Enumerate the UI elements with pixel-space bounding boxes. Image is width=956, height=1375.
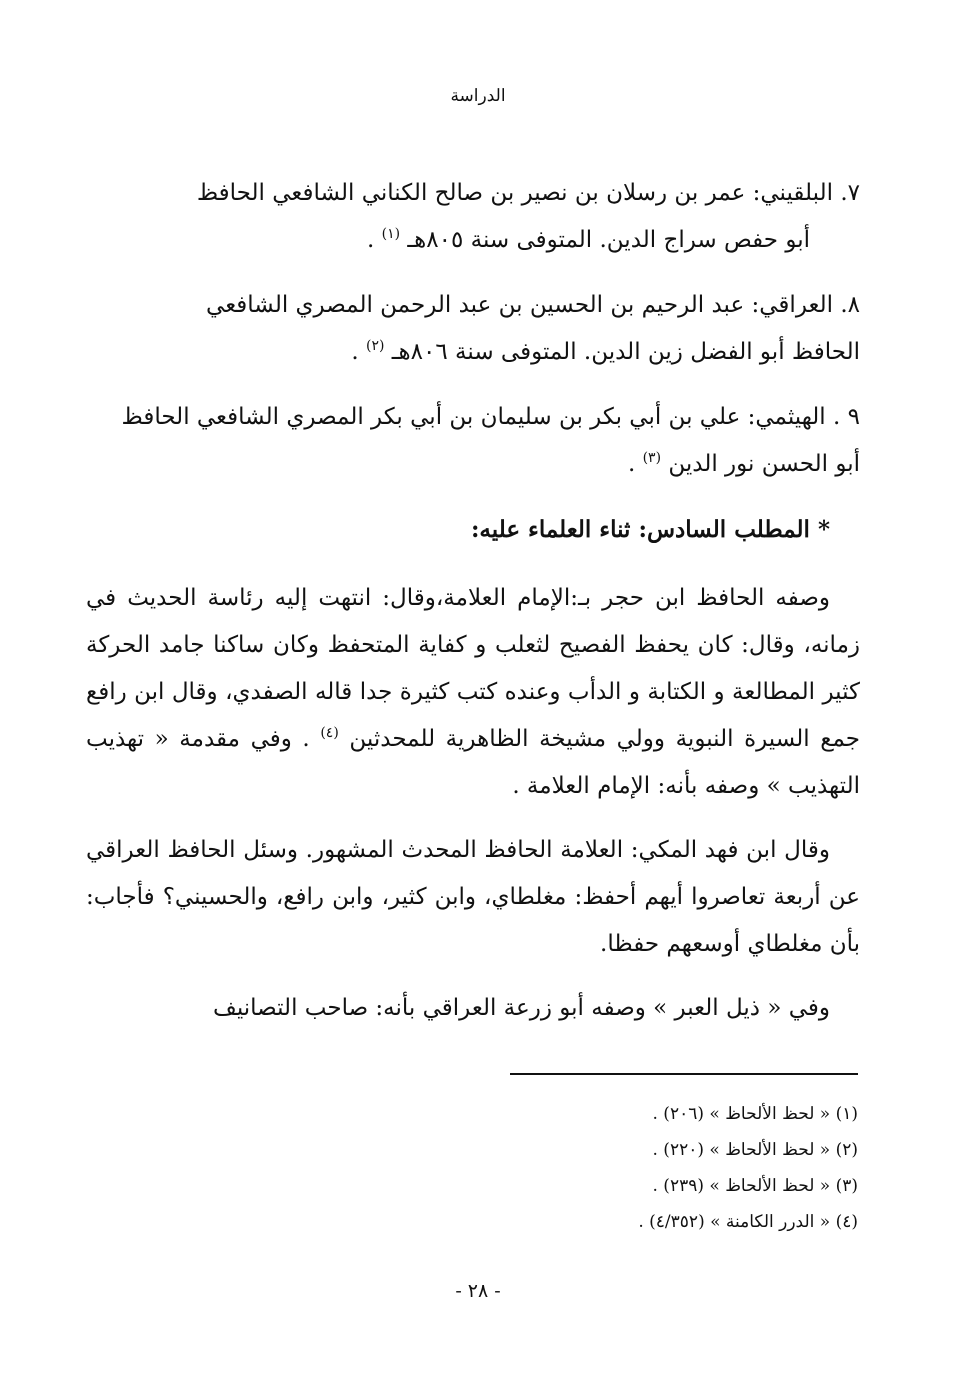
paragraph-1 [86,575,860,810]
paragraph-3: وفي « ذيل العبر » وصفه أبو زرعة العراقي بأنه: صاحب التصانيف [213,995,830,1021]
footnote: (٢) « لحظ الألحاظ » (٢٢٠) . [652,1140,858,1160]
main-text [86,170,860,1049]
list-item-first-line [86,394,860,441]
list-item-9 [86,394,860,488]
list-item-text: العراقي: عبد الرحيم بن الحسين بن عبد الرحمن المصري الشافعي [206,292,834,318]
footnote-ref[interactable]: (١) [381,226,401,242]
footnote: (٤) « الدرر الكامنة » (٤/٣٥٢) . [638,1212,858,1232]
list-item-number: ٩ . [833,404,860,430]
list-item-end: . [351,339,367,365]
page-number: - ٢٨ - [455,1280,501,1302]
list-item-continuation [86,441,860,488]
section-heading: * المطلب السادس: ثناء العلماء عليه: [470,516,830,543]
footnotes [86,1096,858,1240]
list-item-text: أبو الحسن نور الدين [668,451,860,477]
list-item-end: . [366,227,382,253]
list-item-first-line [86,170,860,217]
footnote-ref[interactable]: (٤) [320,725,339,741]
list-item-text: الهيثمي: علي بن أبي بكر بن سليمان بن أبي بكر المصري الشافعي الحافظ [121,404,826,430]
list-item-text: البلقيني: عمر بن رسلان بن نصير بن صالح الكناني الشافعي الحافظ [196,180,834,206]
list-item-continuation [86,329,860,376]
list-item-number: ٧. [840,180,860,206]
footnote-ref[interactable]: (٣) [642,450,662,466]
list-item-7 [86,170,860,264]
list-item-number: ٨. [840,292,860,318]
paragraph-text: وصفه الحافظ ابن حجر بـ:الإمام العلامة،وقال: انتهت إليه رئاسة الحديث في زمانه، وقال: كان يحفظ الفصيح لثعلب و كفاية المتحفظ وكان ساكنا جامد الحركة كثير المطالعة و الكتابة و الدأب وعنده كتب كثيرة جدا قاله الصفدي، وقال ابن رافع جمع السيرة النبوية وولي مشيخة الظاهرية للمحدثين [86,585,861,752]
list-item-continuation [86,217,860,264]
list-item-text: الحافظ أبو الفضل زين الدين. المتوفى سنة ٨٠٦هـ [391,339,860,365]
list-item-first-line [86,282,860,329]
footnote-ref[interactable]: (٢) [366,338,385,354]
paragraph-text: . وفي مقدمة « تهذيب التهذيب » وصفه بأنه: الإمام العلامة . [86,726,860,799]
list-item-8 [86,282,860,376]
running-header: الدراسة [450,86,506,106]
footnote-divider [510,1073,858,1075]
list-item-end: . [627,451,643,477]
list-item-text: أبو حفص سراج الدين. المتوفى سنة ٨٠٥هـ [407,227,810,253]
footnote: (١) « لحظ الألحاظ » (٢٠٦) . [652,1104,858,1124]
paragraph-2: وقال ابن فهد المكي: العلامة الحافظ المحدث المشهور. وسئل الحافظ العراقي عن أربعة تعاصروا أيهم أحفظ: مغلطاي، وابن كثير، وابن رافع، والحسيني؟ فأجاب: بأن مغلطاي أوسعهم حفظا. [86,837,860,957]
footnote: (٣) « لحظ الألحاظ » (٢٣٩) . [652,1176,858,1196]
